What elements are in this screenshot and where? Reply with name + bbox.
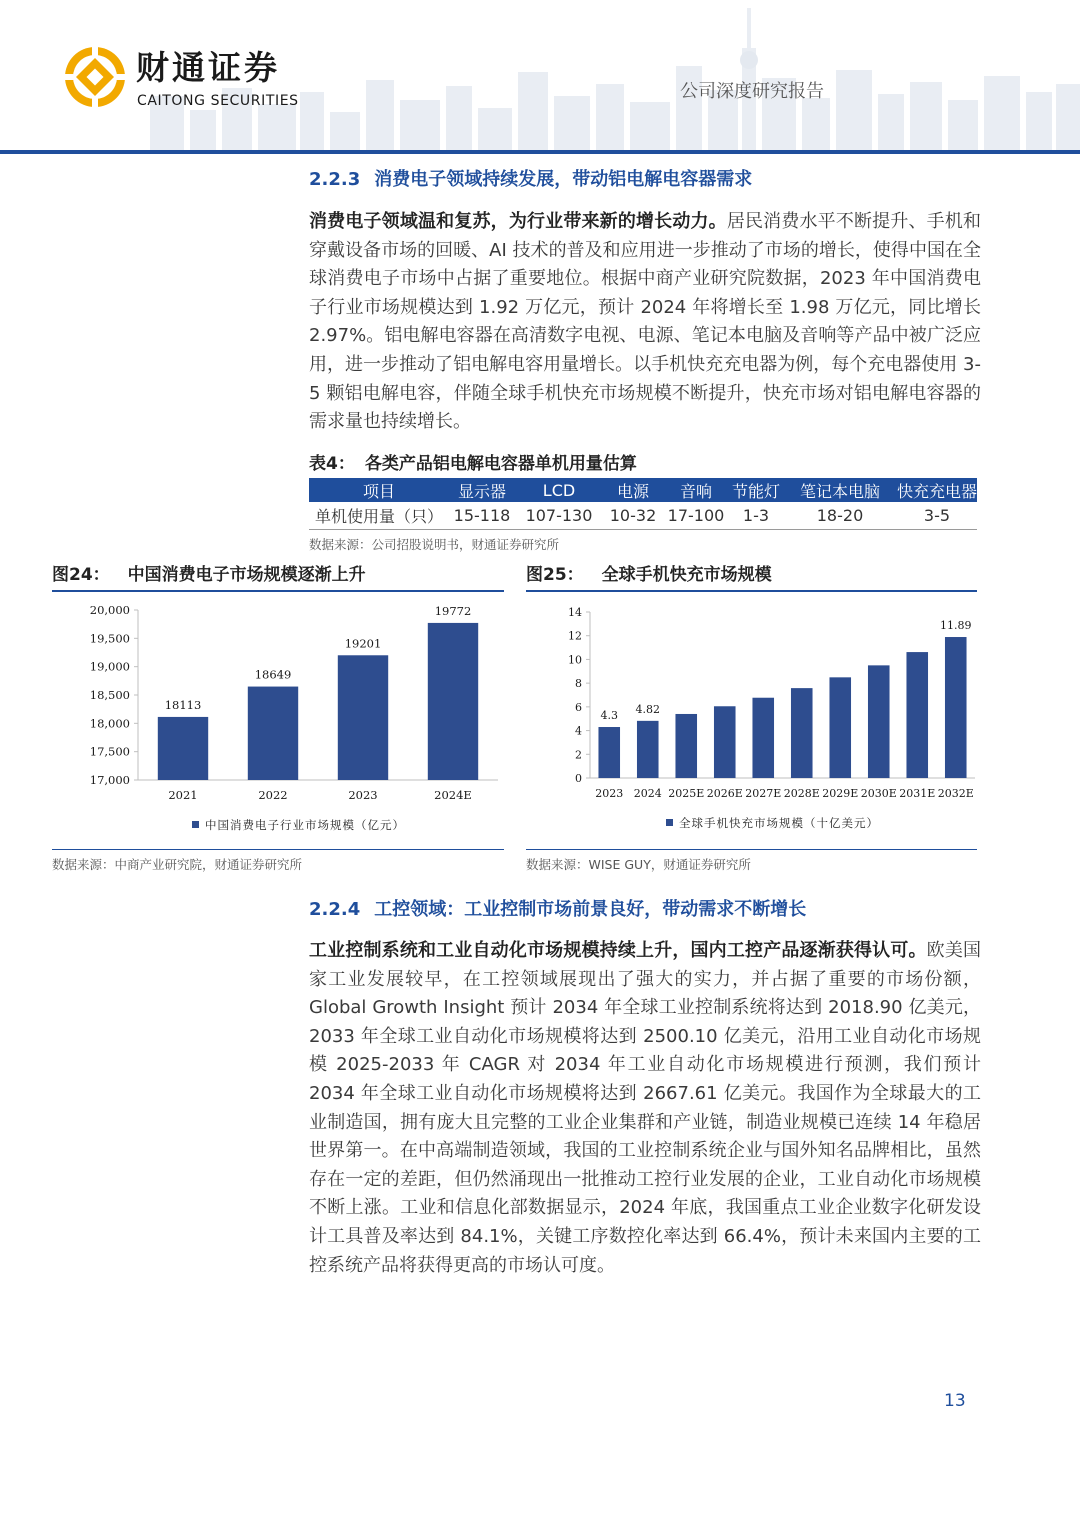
x-tick-label: 2024 (633, 787, 662, 800)
table-cell: 17-100 (663, 502, 729, 530)
section-title-text: 工控领域：工业控制市场前景良好，带动需求不断增长 (374, 899, 807, 920)
table-cell: 10-32 (603, 502, 663, 530)
table-cell: 1-3 (729, 502, 783, 530)
x-tick-label: 2027E (745, 787, 782, 800)
paragraph-industrial-control (309, 937, 981, 1280)
table-header-cell: 显示器 (449, 478, 515, 502)
bar (829, 677, 851, 778)
y-tick-label: 12 (568, 629, 582, 643)
paragraph-consumer-electronics (309, 208, 981, 437)
page-number: 13 (944, 1391, 966, 1411)
bar (752, 698, 774, 778)
x-tick-label: 2024E (434, 788, 472, 802)
bar (158, 717, 208, 780)
figure25-bottom-rule (526, 849, 977, 850)
table-caption (309, 452, 637, 476)
y-tick-label: 17,000 (89, 773, 130, 787)
x-tick-label: 2028E (783, 787, 820, 800)
bar (868, 665, 890, 778)
figure24-bottom-rule (52, 849, 504, 850)
bar (637, 721, 659, 778)
y-tick-label: 0 (575, 772, 582, 785)
paragraph-lead: 消费电子领域温和复苏，为行业带来新的增长动力。 (309, 211, 727, 232)
table-header-cell: 音响 (663, 478, 729, 502)
legend-label: 中国消费电子行业市场规模（亿元） (205, 818, 405, 832)
section-number: 2.2.3 (309, 169, 361, 190)
y-tick-label: 18,500 (89, 688, 130, 702)
table-header-row (309, 478, 977, 502)
figure25-caption (526, 563, 772, 587)
table-source-note: 数据来源：公司招股说明书，财通证券研究所 (309, 537, 560, 552)
x-tick-label: 2030E (860, 787, 897, 800)
x-tick-label: 2023 (348, 788, 378, 802)
data-label: 11.89 (940, 619, 972, 633)
table-cell: 3-5 (897, 502, 977, 530)
table-header-cell: 电源 (603, 478, 663, 502)
figure25-bar-chart (526, 594, 977, 808)
figure24-bar-chart (52, 594, 504, 810)
y-tick-label: 19,000 (89, 659, 130, 674)
data-label: 18113 (164, 697, 202, 712)
y-tick-label: 10 (568, 653, 582, 667)
legend-swatch (666, 819, 673, 826)
table-cell: 15-118 (449, 502, 515, 530)
figure25-title: 全球手机快充市场规模 (601, 565, 772, 585)
data-label: 4.82 (635, 702, 660, 716)
bar (338, 655, 388, 780)
bar (248, 687, 298, 780)
table-row (309, 502, 977, 530)
figure24-label: 图24： (52, 565, 110, 585)
y-tick-label: 14 (568, 606, 582, 619)
figure25-legend (666, 815, 879, 831)
y-tick-label: 18,000 (89, 716, 130, 731)
table-label: 表4： (309, 454, 355, 474)
y-tick-label: 17,500 (89, 744, 130, 759)
table-cell: 18-20 (783, 502, 897, 530)
figure24-top-rule (52, 590, 504, 592)
data-label: 4.3 (600, 709, 618, 723)
x-tick-label: 2023 (595, 787, 624, 800)
bar (714, 706, 736, 778)
x-tick-label: 2021 (168, 788, 198, 802)
caitong-logo-icon (62, 44, 128, 110)
legend-swatch (192, 821, 199, 828)
report-type-label: 公司深度研究报告 (680, 81, 824, 102)
bar (906, 652, 928, 778)
table-header-cell: 节能灯 (729, 478, 783, 502)
y-tick-label: 2 (575, 748, 582, 762)
table-header-cell: LCD (515, 478, 603, 502)
bar (791, 688, 813, 778)
data-label: 19201 (344, 636, 382, 651)
section-heading-2-2-3 (309, 167, 752, 193)
x-tick-label: 2025E (668, 787, 705, 800)
y-tick-label: 8 (575, 677, 582, 691)
x-tick-label: 2029E (822, 787, 859, 800)
y-tick-label: 6 (575, 700, 582, 714)
paragraph-lead: 工业控制系统和工业自动化市场规模持续上升，国内工控产品逐渐获得认可。 (309, 940, 927, 961)
x-tick-label: 2032E (937, 787, 974, 800)
figure24-source-note: 数据来源：中商产业研究院，财通证券研究所 (52, 857, 303, 872)
y-tick-label: 4 (575, 724, 582, 738)
figure24-title: 中国消费电子市场规模逐渐上升 (127, 565, 366, 585)
bar (945, 637, 967, 778)
x-tick-label: 2031E (899, 787, 936, 800)
page-header (0, 0, 1080, 156)
legend-label: 全球手机快充市场规模（十亿美元） (679, 816, 879, 830)
paragraph-body: 居民消费水平不断提升、手机和穿戴设备市场的回暖、AI 技术的普及和应用进一步推动了市场的增长，使得中国在全球消费电子市场中占据了重要地位。根据中商产业研究院数据，2023 年中国消费电子行业市场规模达到 1.92 万亿元，预计 2024 年将增长至 1.98 万亿元，同比增长 2.97%。铝电解电容器在高清数字电视、电源、笔记本电脑及音响等产品中被广泛应用，进一步推动了铝电解电容用量增长。以手机快充充电器为例，每个充电器使用 3-5 颗铝电解电容，伴随全球手机快充市场规模不断提升，快充市场对铝电解电容器的需求量也持续增长。 (309, 211, 982, 433)
logo-english-name: CAITONG SECURITIES (137, 93, 299, 109)
paragraph-body: 欧美国家工业发展较早，在工控领域展现出了强大的实力，并占据了重要的市场份额，Global Growth Insight 预计 2034 年全球工业控制系统将达到 2018.90 亿美元，2033 年全球工业自动化市场规模将达到 2500.10 亿美元，沿用工业自动化市场规模 2025-2033 年 CAGR 对 2034 年工业自动化市场规模进行预测，我们预计 2034 年全球工业自动化市场规模将达到 2667.61 亿美元。我国作为全球最大的工业制造国，拥有庞大且完整的工业企业集群和产业链，制造业规模已连续 14 年稳居世界第一。在中高端制造领域，我国的工业控制系统企业与国外知名品牌相比，虽然存在一定的差距，但仍然涌现出一批推动工控行业发展的企业，工业自动化市场规模不断上涨。工业和信息化部数据显示，2024 年底，我国重点工业企业数字化研发设计工具普及率达到 84.1%，关键工序数控化率达到 66.4%，预计未来国内主要的工控系统产品将获得更高的市场认可度。 (309, 940, 982, 1276)
table-cell: 107-130 (515, 502, 603, 530)
data-label: 19772 (434, 603, 472, 618)
figure24-legend (192, 817, 405, 833)
section-title-text: 消费电子领域持续发展，带动铝电解电容器需求 (374, 169, 753, 190)
table-header-cell: 笔记本电脑 (783, 478, 897, 502)
data-label: 18649 (254, 667, 292, 682)
bar (598, 727, 620, 778)
bar (675, 714, 697, 778)
table-cell: 单机使用量（只） (309, 502, 449, 530)
x-tick-label: 2026E (706, 787, 743, 800)
bar (428, 623, 478, 780)
table-header-cell: 快充充电器 (897, 478, 977, 502)
table-header-cell: 项目 (309, 478, 449, 502)
y-tick-label: 20,000 (89, 603, 130, 617)
x-tick-label: 2022 (258, 788, 288, 802)
capacitor-usage-table (309, 478, 977, 530)
section-heading-2-2-4 (309, 897, 806, 923)
figure25-source-note: 数据来源：WISE GUY，财通证券研究所 (526, 857, 751, 872)
table-title: 各类产品铝电解电容器单机用量估算 (364, 454, 637, 474)
section-number: 2.2.4 (309, 899, 361, 920)
logo-chinese-name: 财通证券 (136, 48, 280, 87)
figure25-label: 图25： (526, 565, 584, 585)
figure25-top-rule (526, 590, 977, 592)
y-tick-label: 19,500 (89, 631, 130, 646)
header-divider (0, 150, 1080, 154)
figure24-caption (52, 563, 366, 587)
